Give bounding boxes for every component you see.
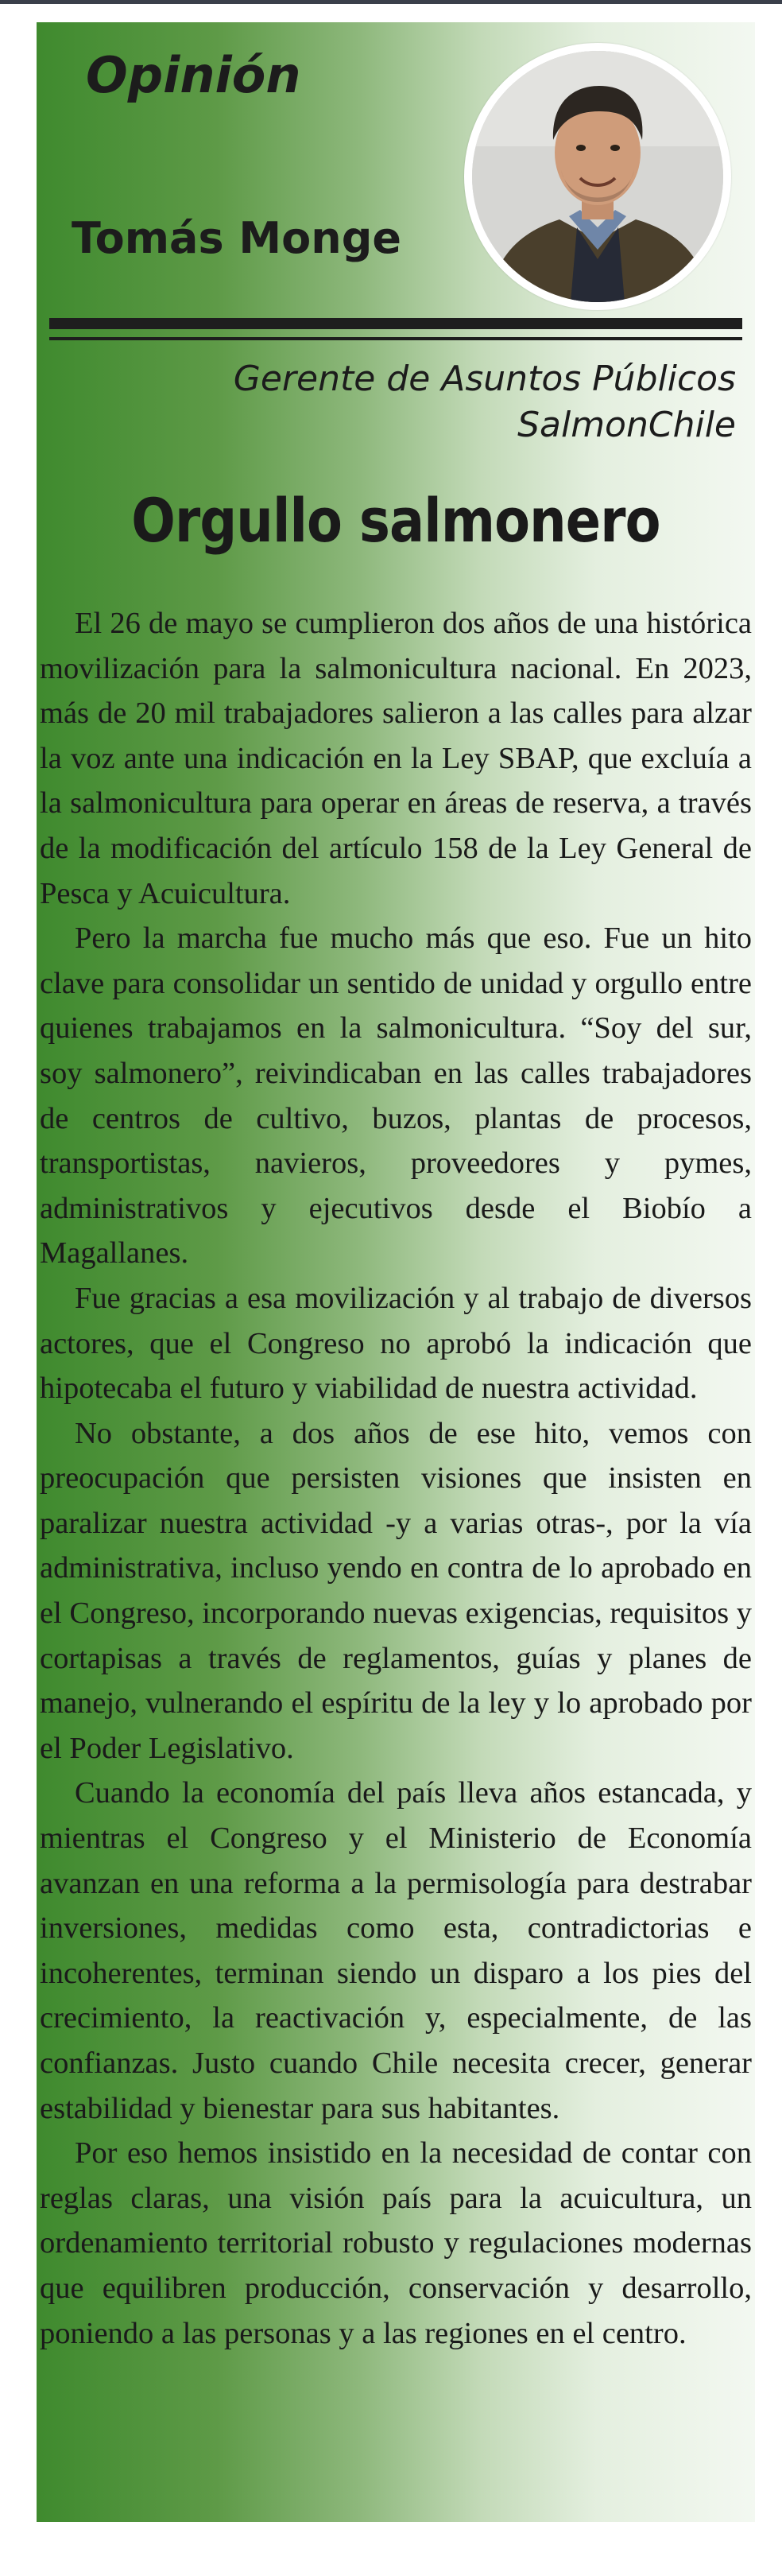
article-paragraph: Cuando la economía del país lleva años estancada, y mientras el Congreso y el Ministerio de Economía avanzan en una reforma a la permisología para destrabar inversiones, medidas como esta, contradictorias e incoherentes, terminan siendo un disparo a los pies del crecimiento, la reactivación y, especialmente, de las confianzas. Justo cuando Chile necesita crecer, generar estabilidad y bienestar para sus habitantes.	[40, 1776, 752, 2125]
author-portrait-icon	[472, 51, 723, 302]
author-role-title: Gerente de Asuntos Públicos	[233, 359, 736, 399]
article-paragraph: El 26 de mayo se cumplieron dos años de una histórica movilización para la salmonicultura nacional. En 2023, más de 20 mil trabajadores salieron a las calles para alzar la voz ante una indicación en la Ley SBAP, que excluía a la salmonicultura para operar en áreas de reserva, a través de la modificación del artículo 158 de la Ley General de Pesca y Acuicultura.	[40, 607, 752, 910]
article-paragraph: Pero la marcha fue mucho más que eso. Fue un hito clave para consolidar un sentido de unidad y orgullo entre quienes trabajamos en la salmonicultura. “Soy del sur, soy salmonero”, reivindicaban en las calles trabajadores de centros de cultivo, buzos, plantas de procesos, transportistas, navieros, proveedores y pymes, administrativos y ejecutivos desde el Biobío a Magallanes.	[40, 921, 752, 1271]
article-paragraph: Fue gracias a esa movilización y al trabajo de diversos actores, que el Congreso no aprobó la indicación que hipotecaba el futuro y viabilidad de nuestra actividad.	[40, 1281, 752, 1406]
author-organization: SalmonChile	[517, 405, 736, 445]
header-rule-thin	[49, 337, 742, 340]
author-role	[234, 356, 736, 448]
article-paragraph: No obstante, a dos años de ese hito, vemos con preocupación que persisten visiones que insisten en paralizar nuestra actividad -y a varias otras-, por la vía administrativa, incluso yendo en contra de lo aprobado en el Congreso, incorporando nuevas exigencias, requisitos y cortapisas a través de reglamentos, guías y planes de manejo, vulnerando el espíritu de la ley y lo aprobado por el Poder Legislativo.	[40, 1416, 752, 1765]
article-title: Orgullo salmonero	[131, 485, 660, 556]
page-top-rule	[0, 0, 782, 4]
author-photo-frame	[464, 43, 731, 310]
article-body	[40, 601, 752, 2356]
opinion-column	[37, 22, 755, 2522]
section-label: Opinión	[86, 46, 301, 104]
article-paragraph: Por eso hemos insistido en la necesidad de contar con reglas claras, una visión país para la acuicultura, un ordenamiento territorial robusto y regulaciones modernas que equilibren producción, conservación y desarrollo, poniendo a las personas y a las regiones en el centro.	[40, 2136, 752, 2350]
author-name: Tomás Monge	[72, 213, 401, 263]
author-photo	[472, 51, 723, 302]
header-rule-thick	[49, 318, 742, 329]
